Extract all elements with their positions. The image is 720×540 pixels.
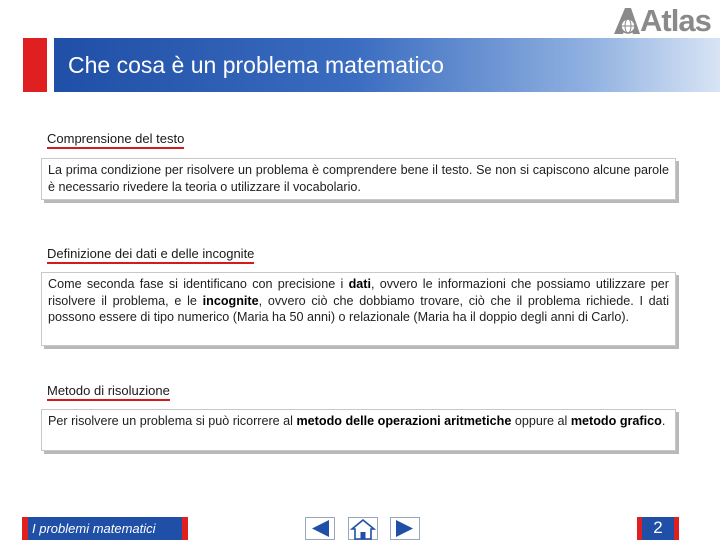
section-box-metodo [41,409,676,451]
page-number-badge [637,517,679,540]
section-heading-metodo: Metodo di risoluzione [47,383,170,401]
text-fragment: , ovvero ciò che dobbiamo trovare, ciò che il problema richiede. I dati possono essere di tipo numerico (Maria ha 50 anni) o relazionale (Maria ha il doppio degli anni di Carlo). [48,293,669,324]
home-button[interactable] [348,517,378,540]
logo-text: Atlas [640,3,711,38]
section-heading-dati: Definizione dei dati e delle incognite [47,246,254,264]
section-box-comprensione [41,158,676,200]
section-heading-comprensione: Comprensione del testo [47,131,184,149]
section-text-comprensione: La prima condizione per risolvere un problema è comprendere bene il testo. Se non si capiscono alcune parole è necessario rivedere la teoria o utilizzare il vocabolario. [48,163,669,194]
atlas-logo [612,4,711,38]
globe-icon [612,6,642,36]
title-bar [23,38,720,92]
footer-chapter-label [22,517,188,540]
text-fragment: Come seconda fase si identificano con precisione i [48,277,349,291]
keyword-grafico: metodo grafico [570,414,662,428]
keyword-incognite: incognite [202,293,259,308]
previous-button[interactable] [305,517,335,540]
slide-title: Che cosa è un problema matematico [68,52,444,78]
text-fragment: . [661,414,666,428]
text-fragment: , ovvero le informazioni che possiamo utilizzare per risolvere il problema, e le [48,277,669,308]
page-number: 2 [653,518,663,537]
text-fragment: Per risolvere un problema si può ricorrere al [48,414,297,428]
title-accent [23,38,47,92]
keyword-dati: dati [348,277,371,291]
next-button[interactable] [390,517,420,540]
text-fragment: oppure al [511,414,571,428]
footer-chapter-text: I problemi matematici [32,521,156,536]
keyword-operazioni: metodo delle operazioni aritmetiche [296,414,512,428]
section-box-dati [41,272,676,346]
